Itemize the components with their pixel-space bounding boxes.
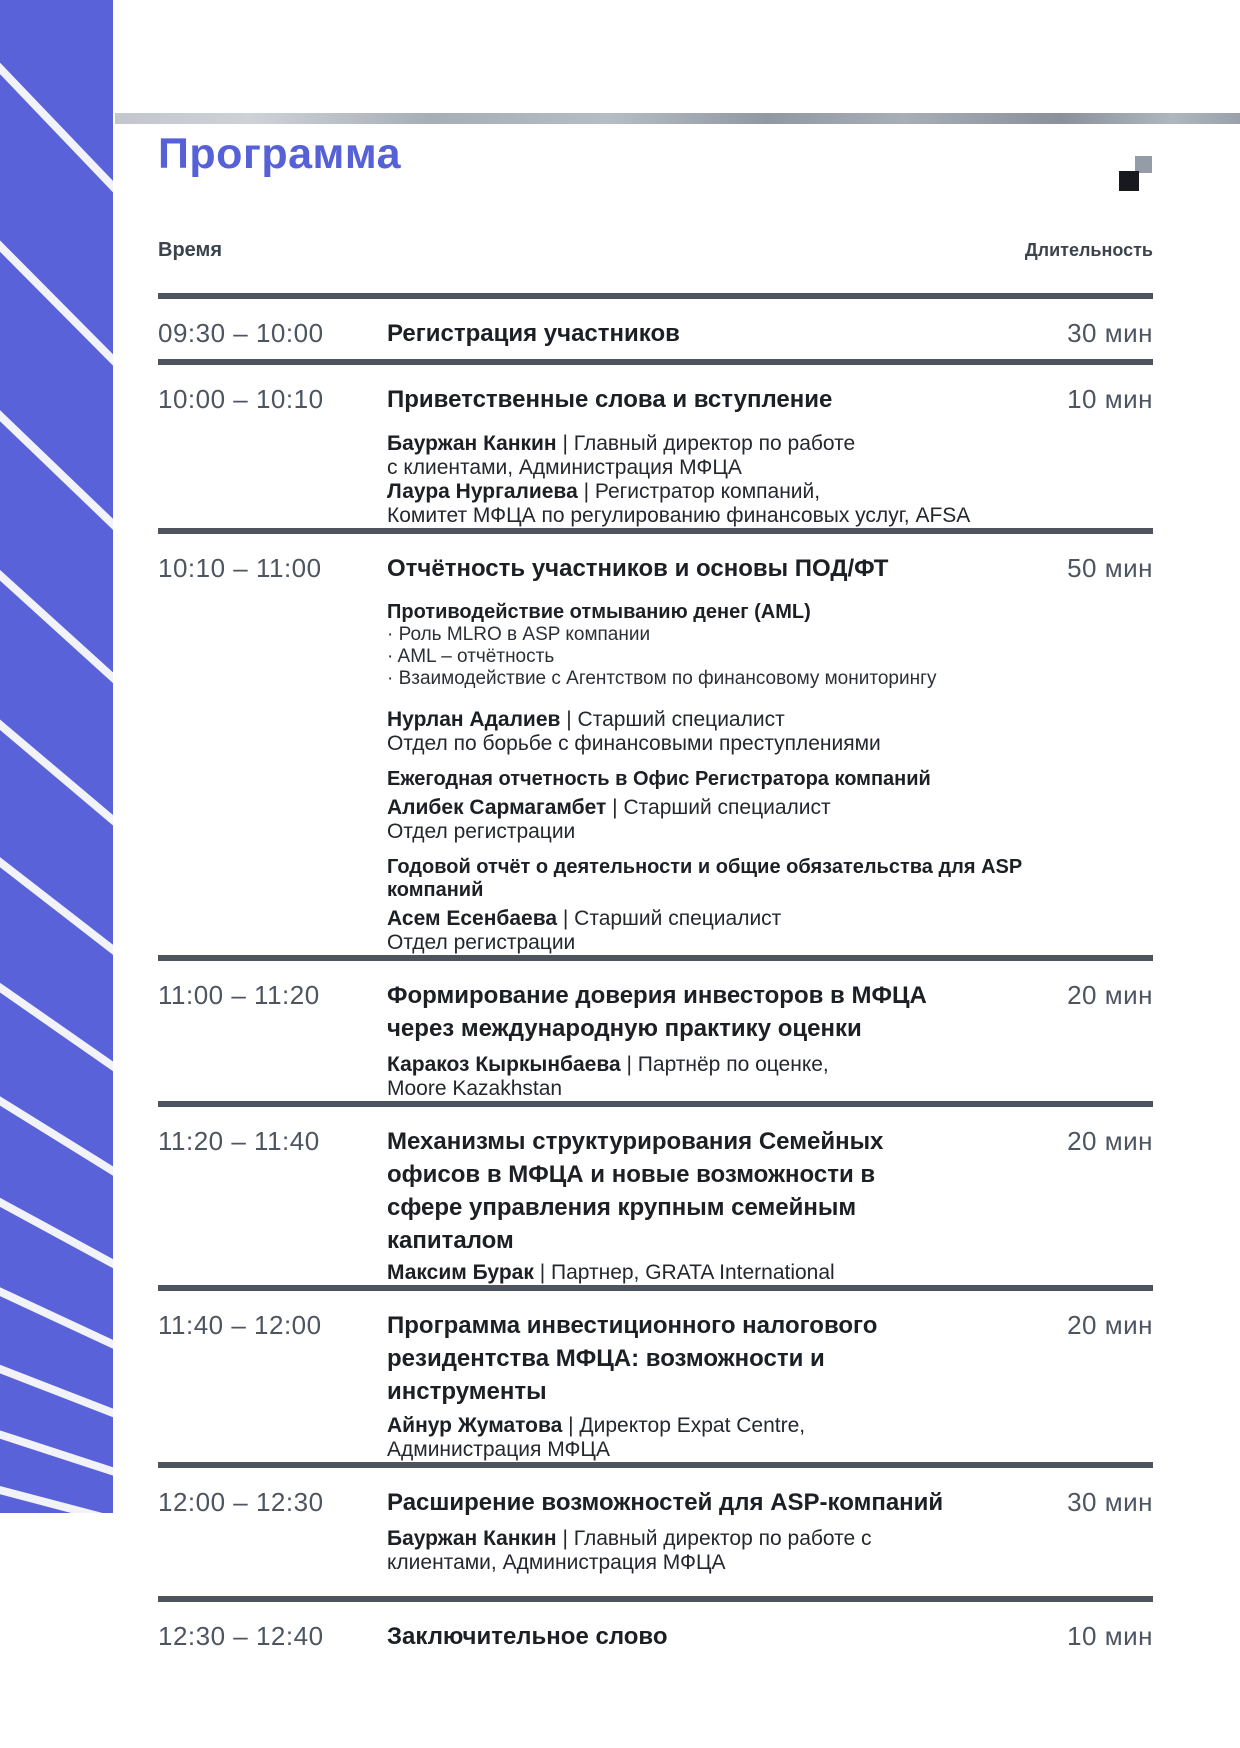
topic-line: Ежегодная отчетность в Офис Регистратора компаний [387, 768, 931, 790]
speaker-role-line: Комитет МФЦА по регулированию финансовых услуг, AFSA [387, 504, 971, 527]
speaker-line [387, 796, 1043, 820]
speaker-role: | Главный директор по работе с [556, 1527, 872, 1550]
session-title [387, 1309, 1043, 1408]
organization-line: Администрация МФЦА [387, 1438, 610, 1461]
row-time: 11:20 – 11:40 [158, 1126, 320, 1156]
speaker-line [387, 480, 1043, 504]
row-duration: 10 мин [1067, 1621, 1153, 1651]
row-duration: 20 мин [1067, 1310, 1153, 1340]
speaker-name: Бауржан Канкин [387, 432, 557, 455]
schedule-row [158, 293, 1153, 359]
schedule-row [158, 1596, 1153, 1689]
row-time: 12:30 – 12:40 [158, 1621, 324, 1651]
department-line: Отдел по борьбе с финансовыми преступлениями [387, 732, 881, 755]
bullet-item: · AML – отчётность [387, 646, 555, 667]
speaker-name: Каракоз Кыркынбаева [387, 1053, 621, 1076]
session-title-line: резидентства МФЦА: возможности и [387, 1345, 825, 1372]
speaker-role: | Партнёр по оценке, [620, 1053, 829, 1076]
speaker-line [387, 1261, 1043, 1285]
bullet-item: · Взаимодействие с Агентством по финансовому мониторингу [387, 668, 937, 689]
speaker-role-line: с клиентами, Администрация МФЦА [387, 456, 742, 479]
speaker-name: Айнур Жуматова [387, 1414, 563, 1437]
row-duration: 30 мин [1067, 318, 1153, 348]
page-title: Программа [158, 130, 401, 178]
department-line: Отдел регистрации [387, 820, 576, 843]
speaker-role: | Старший специалист [560, 708, 785, 731]
speaker-name: Максим Бурак [387, 1261, 534, 1284]
speaker-line [387, 1053, 1043, 1077]
session-title-line: офисов в МФЦА и новые возможности в [387, 1161, 876, 1188]
schedule-row [158, 1101, 1153, 1285]
session-title [387, 1125, 1043, 1257]
row-duration: 30 мин [1067, 1487, 1153, 1517]
speaker-line [387, 432, 1043, 456]
row-duration: 50 мин [1067, 553, 1153, 583]
speaker-role: | Регистратор компаний, [577, 480, 821, 503]
row-time: 11:00 – 11:20 [158, 980, 320, 1010]
topic-line: Годовой отчёт о деятельности и общие обязательства для ASP компаний [387, 856, 1022, 901]
row-time: 10:00 – 10:10 [158, 384, 324, 414]
speaker-line [387, 1527, 1043, 1551]
topic-line: Противодействие отмыванию денег (AML) [387, 601, 811, 623]
session-title: Заключительное слово [387, 1623, 668, 1650]
speaker-name: Лаура Нургалиева [387, 480, 578, 503]
session-title: Приветственные слова и вступление [387, 386, 833, 413]
row-time: 09:30 – 10:00 [158, 318, 324, 348]
schedule-row [158, 1462, 1153, 1596]
speaker-name: Нурлан Адалиев [387, 708, 561, 731]
organization-line: клиентами, Администрация МФЦА [387, 1551, 726, 1574]
row-time: 10:10 – 11:00 [158, 553, 322, 583]
row-duration: 10 мин [1067, 384, 1153, 414]
session-title: Расширение возможностей для ASP-компаний [387, 1489, 944, 1516]
speaker-role: | Партнер, GRATA International [533, 1261, 835, 1284]
table-header [158, 239, 1153, 262]
session-title-line: Механизмы структурирования Семейных [387, 1128, 884, 1155]
row-time: 12:00 – 12:30 [158, 1487, 324, 1517]
speaker-name: Алибек Сармагамбет [387, 796, 607, 819]
session-title-line: через международную практику оценки [387, 1015, 862, 1042]
bullet-item: · Роль MLRO в ASP компании [387, 624, 651, 645]
row-duration: 20 мин [1067, 1126, 1153, 1156]
session-title-line: инструменты [387, 1378, 547, 1405]
speaker-line [387, 708, 1043, 732]
session-title-line: капиталом [387, 1227, 514, 1254]
speaker-role: | Директор Expat Centre, [562, 1414, 806, 1437]
session-title-line: сфере управления крупным семейным [387, 1194, 857, 1221]
row-duration: 20 мин [1067, 980, 1153, 1010]
speaker-role: | Главный директор по работе [556, 432, 856, 455]
speaker-role: | Старший специалист [606, 796, 831, 819]
session-title-line: Программа инвестиционного налогового [387, 1312, 878, 1339]
session-title-line: Формирование доверия инвесторов в МФЦА [387, 982, 927, 1009]
schedule-row [158, 359, 1153, 528]
speaker-line [387, 1414, 1043, 1438]
program-page [158, 130, 1153, 1689]
side-band-diagonal-stripes [0, 0, 113, 1513]
session-title: Отчётность участников и основы ПОД/ФТ [387, 555, 889, 582]
department-line: Отдел регистрации [387, 931, 576, 954]
row-time: 11:40 – 12:00 [158, 1310, 322, 1340]
speaker-name: Бауржан Канкин [387, 1527, 557, 1550]
column-header-duration: Длительность [1024, 240, 1153, 260]
organization-line: Moore Kazakhstan [387, 1077, 563, 1100]
session-title: Регистрация участников [387, 320, 680, 347]
speaker-name: Асем Есенбаева [387, 907, 558, 930]
speaker-role: | Старший специалист [557, 907, 782, 930]
top-gradient-bar [115, 113, 1240, 124]
session-title [387, 979, 1043, 1045]
speaker-line [387, 907, 1043, 931]
schedule-row [158, 1285, 1153, 1462]
schedule-row [158, 528, 1153, 955]
schedule-row [158, 955, 1153, 1101]
column-header-time: Время [158, 239, 222, 261]
